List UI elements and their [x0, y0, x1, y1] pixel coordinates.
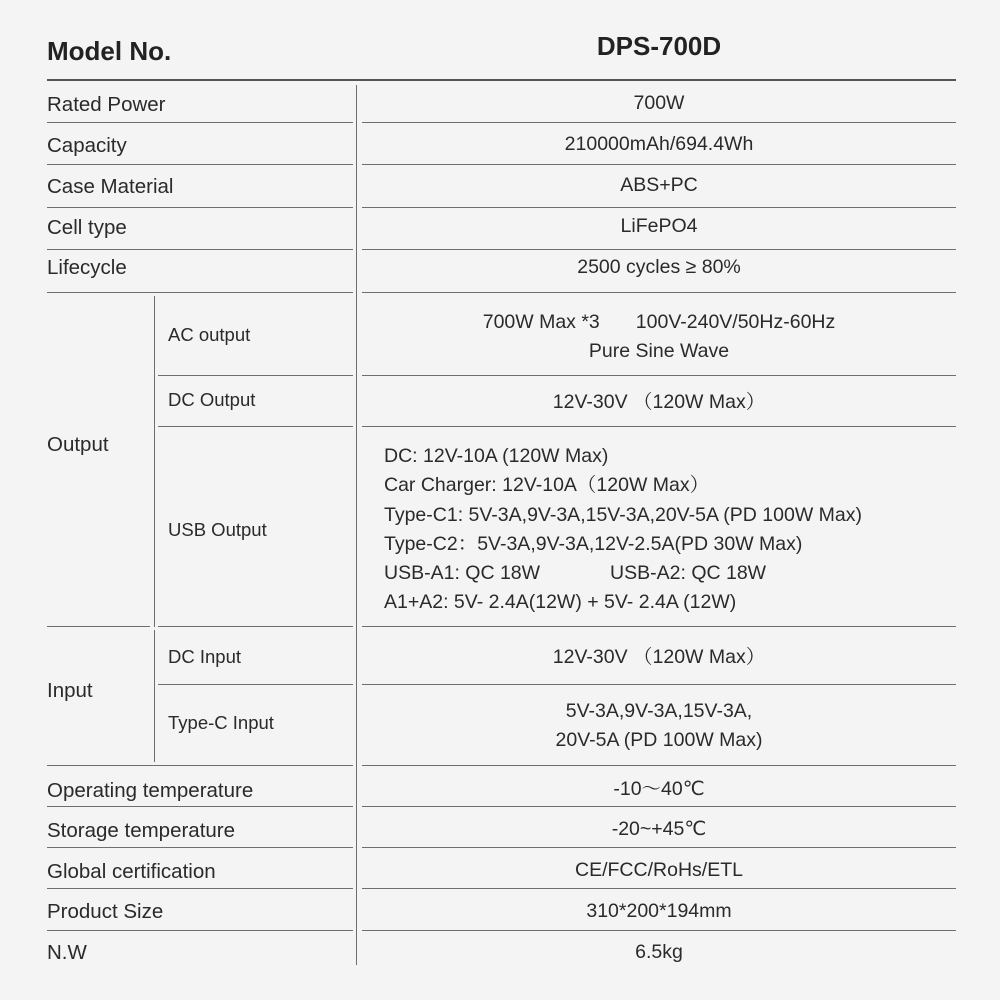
capacity-label: Capacity — [47, 134, 127, 157]
usb-a2: USB-A2: QC 18W — [610, 562, 767, 585]
rated-power-label: Rated Power — [47, 93, 166, 116]
row-divider — [362, 684, 956, 685]
row-divider — [362, 765, 956, 766]
input-label: Input — [47, 679, 93, 702]
lifecycle-label: Lifecycle — [47, 256, 127, 279]
row-divider — [362, 426, 956, 427]
row-divider — [47, 626, 150, 627]
capacity-value: 210000mAh/694.4Wh — [564, 133, 754, 155]
product-size-label: Product Size — [47, 900, 164, 923]
dc-input-value: 12V-30V （120W Max） — [552, 646, 766, 668]
row-divider — [362, 292, 956, 293]
row-divider — [158, 684, 353, 685]
dc-output-value: 12V-30V （120W Max） — [552, 391, 766, 413]
row-divider — [47, 765, 353, 766]
usb-car-charger-line: Car Charger: 12V-10A（120W Max） — [384, 474, 710, 497]
rated-power-value: 700W — [633, 92, 685, 114]
cell-type-label: Cell type — [47, 216, 127, 239]
storage-temperature-label: Storage temperature — [47, 819, 236, 842]
dc-output-label: DC Output — [168, 389, 256, 410]
row-divider — [158, 626, 353, 627]
row-divider — [47, 122, 353, 123]
net-weight-label: N.W — [47, 941, 87, 964]
row-divider — [362, 122, 956, 123]
product-size-value: 310*200*194mm — [586, 900, 732, 922]
row-divider — [362, 930, 956, 931]
type-c-input-label: Type-C Input — [168, 712, 274, 733]
row-divider — [362, 626, 956, 627]
column-divider-output — [154, 296, 155, 627]
row-divider — [362, 375, 956, 376]
row-divider — [362, 207, 956, 208]
row-divider — [362, 249, 956, 250]
row-divider — [47, 207, 353, 208]
row-divider — [158, 426, 353, 427]
storage-temperature-value: -20~+45℃ — [611, 818, 707, 840]
usb-a1-a2-line: A1+A2: 5V- 2.4A(12W) + 5V- 2.4A (12W) — [384, 591, 737, 614]
model-number-label: Model No. — [47, 36, 172, 66]
row-divider — [362, 888, 956, 889]
operating-temperature-value: -10〜40℃ — [613, 778, 705, 800]
usb-dc-line: DC: 12V-10A (120W Max) — [384, 445, 609, 467]
dc-input-label: DC Input — [168, 646, 242, 667]
model-number-value: DPS-700D — [596, 31, 722, 61]
row-divider — [362, 847, 956, 848]
row-divider — [47, 806, 353, 807]
row-divider — [47, 847, 353, 848]
row-divider — [47, 292, 353, 293]
column-divider-input — [154, 630, 155, 762]
global-certification-value: CE/FCC/RoHs/ETL — [575, 859, 743, 881]
ac-output-voltage: 100V-240V/50Hz-60Hz — [635, 311, 836, 333]
operating-temperature-label: Operating temperature — [47, 779, 254, 802]
row-divider — [362, 806, 956, 807]
ac-output-max: 700W Max *3 — [482, 311, 600, 333]
usb-type-c2-line: Type-C2：5V-3A,9V-3A,12V-2.5A(PD 30W Max) — [384, 532, 803, 555]
row-divider — [47, 930, 353, 931]
global-certification-label: Global certification — [47, 860, 216, 883]
ac-output-label: AC output — [168, 324, 251, 345]
row-divider — [362, 164, 956, 165]
lifecycle-value: 2500 cycles ≥ 80% — [577, 256, 741, 278]
row-divider — [47, 888, 353, 889]
row-divider — [47, 249, 353, 250]
column-divider-main — [356, 85, 357, 965]
ac-output-value — [362, 308, 956, 337]
row-divider — [47, 164, 353, 165]
output-label: Output — [47, 433, 109, 456]
cell-type-value: LiFePO4 — [620, 215, 698, 237]
usb-type-c1-line: Type-C1: 5V-3A,9V-3A,15V-3A,20V-5A (PD 100W Max) — [384, 503, 862, 526]
usb-output-value — [384, 442, 862, 618]
row-divider — [158, 375, 353, 376]
case-material-label: Case Material — [47, 175, 174, 198]
usb-output-label: USB Output — [168, 519, 267, 540]
header-divider — [47, 79, 956, 81]
case-material-value: ABS+PC — [620, 174, 698, 196]
ac-output-waveform: Pure Sine Wave — [588, 340, 730, 362]
type-c-input-value-line2: 20V-5A (PD 100W Max) — [555, 729, 763, 751]
type-c-input-value-line1: 5V-3A,9V-3A,15V-3A, — [565, 700, 753, 722]
net-weight-value: 6.5kg — [635, 941, 683, 963]
usb-a-line — [384, 559, 862, 588]
usb-a1: USB-A1: QC 18W — [384, 562, 541, 585]
